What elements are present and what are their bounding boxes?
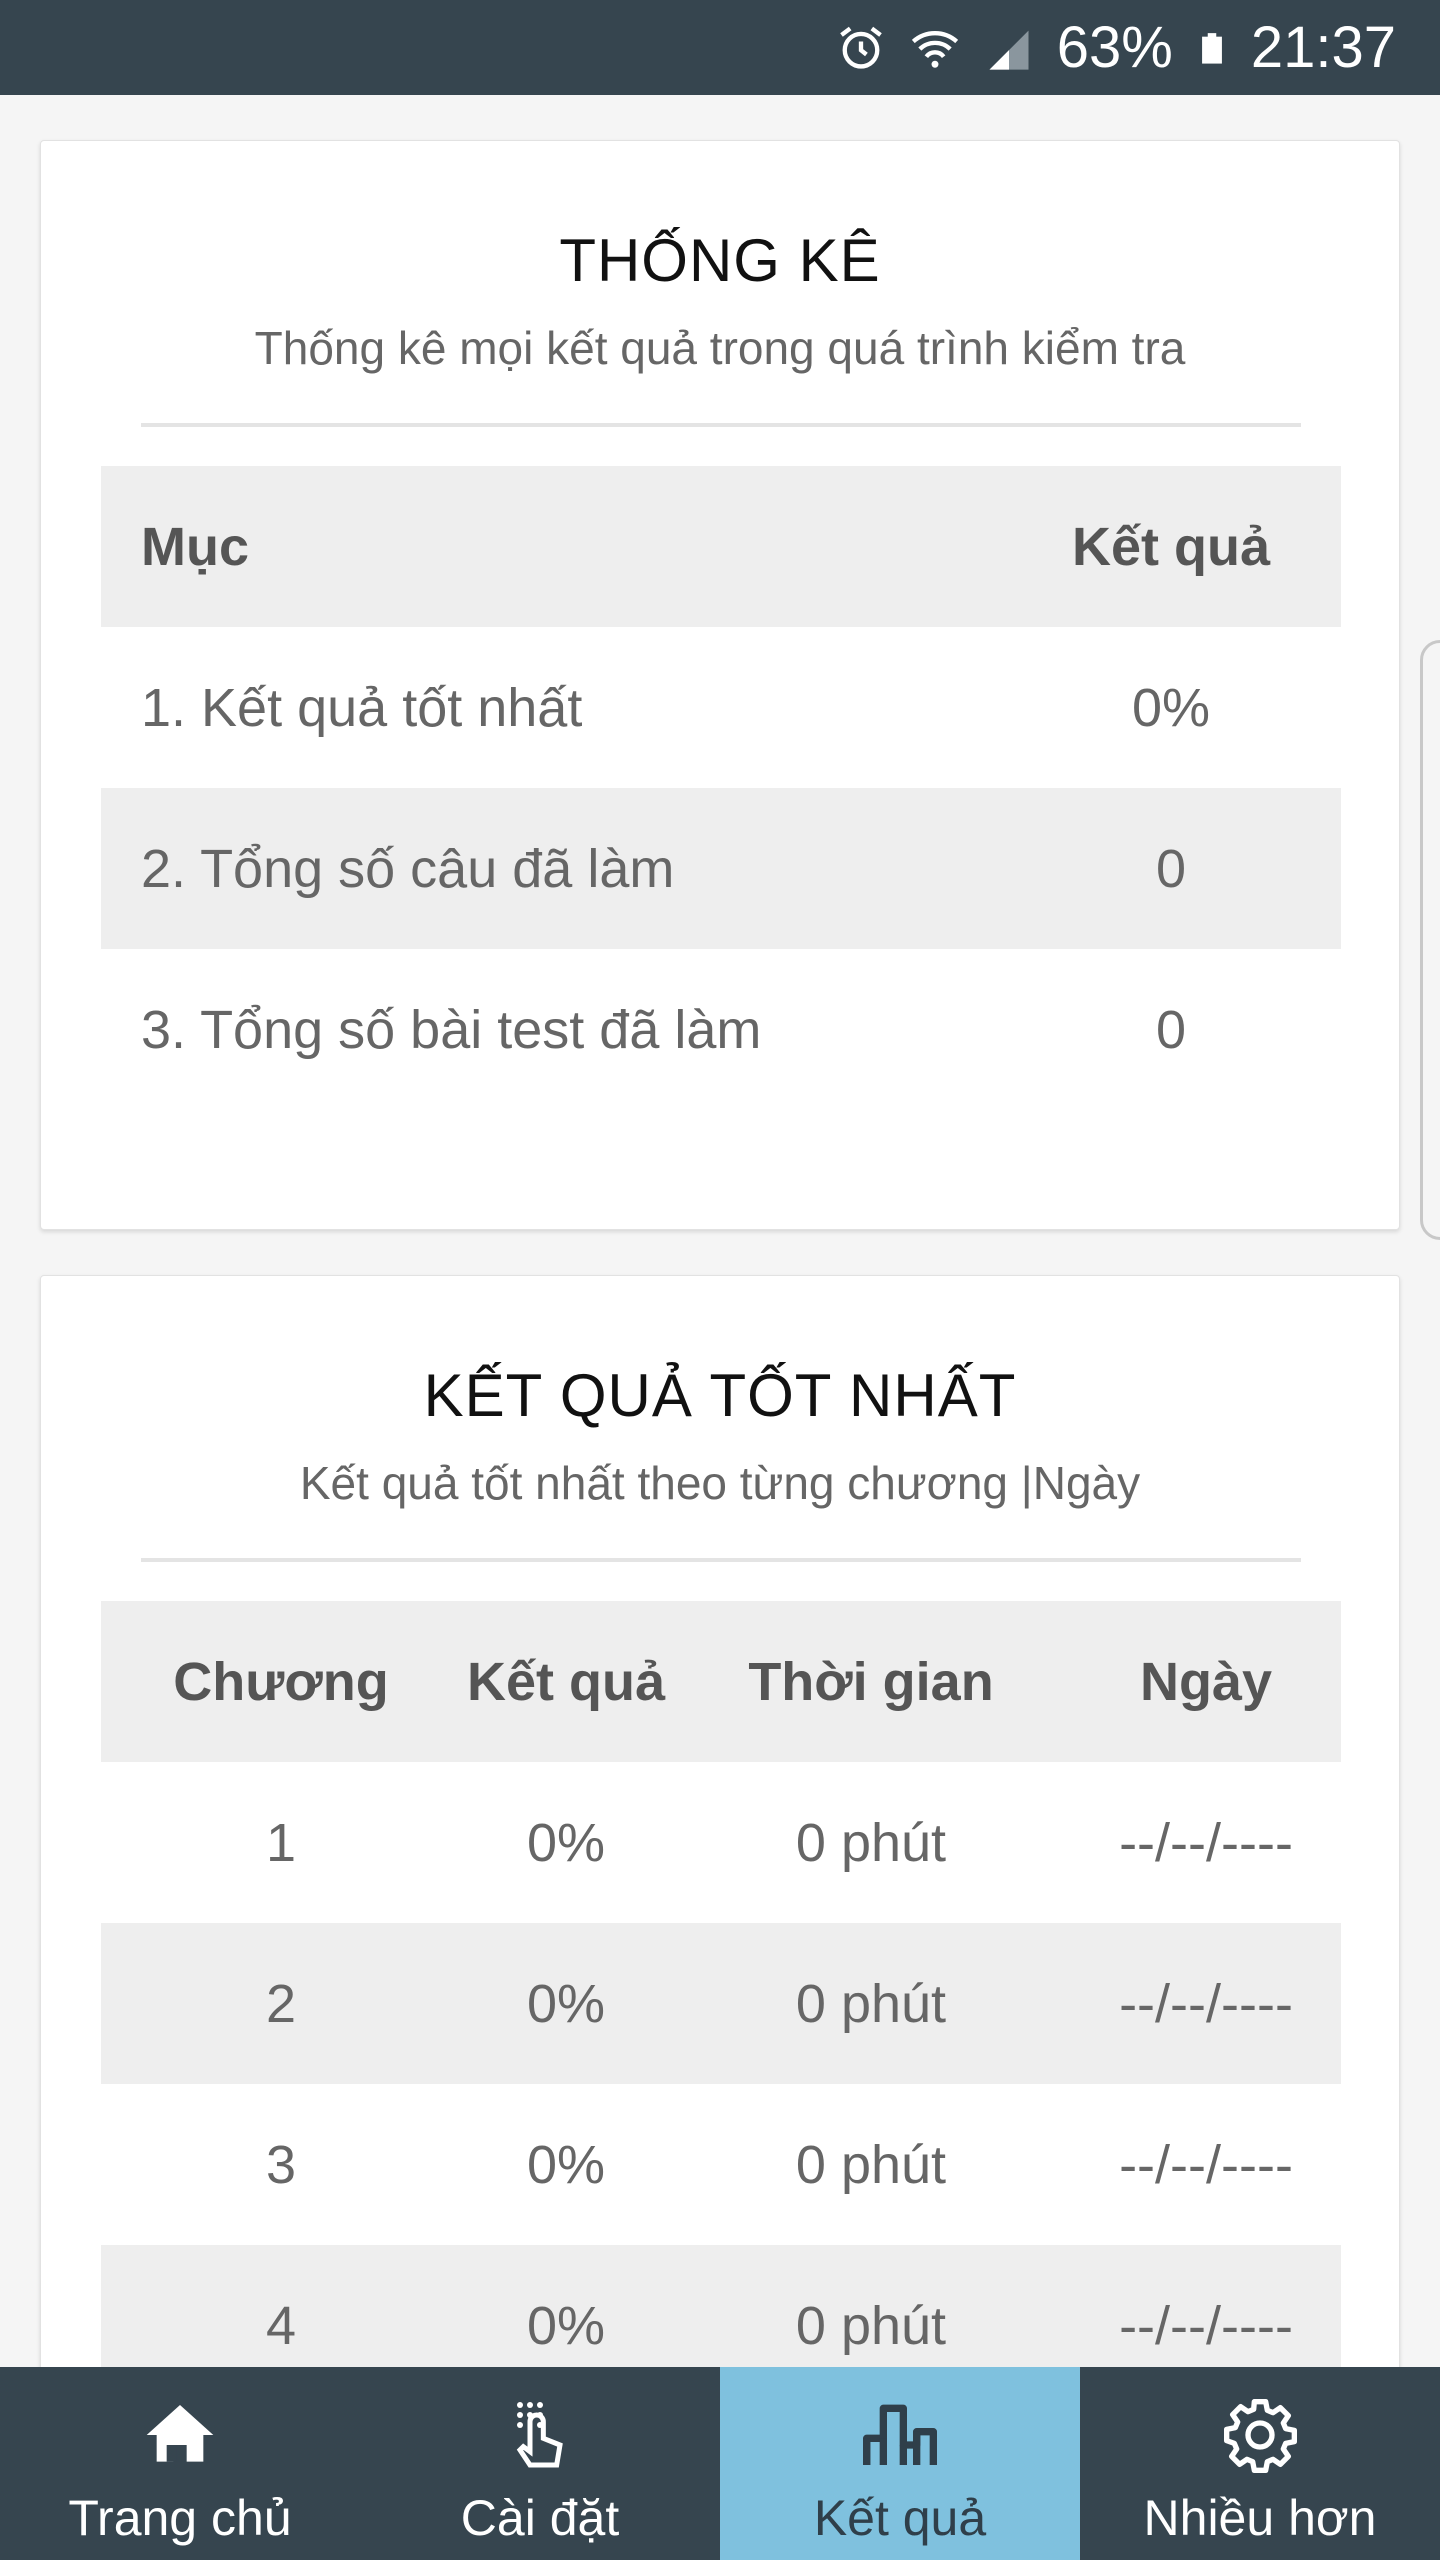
cell-result: 0%: [526, 2295, 606, 2356]
cell-result: 0%: [526, 2134, 606, 2195]
best-results-title: KẾT QUẢ TỐT NHẤT: [423, 1362, 1017, 1429]
header-time: Thời gian: [748, 1651, 994, 1712]
stats-subtitle: Thống kê mọi kết quả trong quá trình kiểm tra: [254, 322, 1186, 374]
alarm-icon: [835, 22, 887, 74]
cell-time: 0 phút: [795, 2295, 947, 2356]
stats-table: [101, 466, 1341, 1110]
header-result: Kết quả: [1071, 516, 1271, 577]
nav-more[interactable]: [1080, 2367, 1440, 2560]
cell-chapter: 3: [265, 2134, 297, 2195]
row-item: 1. Kết quả tốt nhất: [141, 677, 583, 738]
header-date: Ngày: [1139, 1651, 1273, 1712]
edge-panel-handle[interactable]: [1420, 640, 1440, 1240]
nav-home[interactable]: [0, 2367, 360, 2560]
home-icon: [140, 2395, 220, 2475]
table-row: [101, 949, 1341, 1110]
nav-settings-label: Cài đặt: [460, 2490, 620, 2546]
cell-chapter: 1: [265, 1812, 297, 1873]
bottom-nav: [0, 2367, 1440, 2560]
clock: 21:37: [1250, 15, 1396, 80]
cell-time: 0 phút: [795, 1812, 947, 1873]
cell-result: 0%: [526, 1812, 606, 1873]
nav-results-label: Kết quả: [813, 2490, 987, 2546]
row-item: 3. Tổng số bài test đã làm: [141, 999, 762, 1060]
touch-icon: [500, 2395, 580, 2475]
battery-icon: [1195, 22, 1229, 74]
best-results-table: [101, 1601, 1341, 2367]
best-results-card: [40, 1275, 1400, 2367]
main-content[interactable]: [0, 95, 1440, 2367]
table-row: [101, 2245, 1341, 2367]
divider: [141, 1558, 1301, 1562]
table-row: [101, 788, 1341, 949]
row-item: 2. Tổng số câu đã làm: [141, 838, 675, 899]
header-chapter: Chương: [173, 1651, 389, 1712]
table-row: [101, 627, 1341, 788]
cell-chapter: 4: [265, 2295, 297, 2356]
row-result: 0: [1155, 838, 1187, 899]
cell-result: 0%: [526, 1973, 606, 2034]
divider: [141, 423, 1301, 427]
wifi-icon: [909, 22, 961, 74]
table-header: [101, 1601, 1341, 1762]
cell-date: --/--/----: [1119, 2295, 1293, 2356]
cell-chapter: 2: [265, 1973, 297, 2034]
cell-date: --/--/----: [1119, 1812, 1293, 1873]
cell-date: --/--/----: [1119, 2134, 1293, 2195]
table-row: [101, 1762, 1341, 1923]
table-row: [101, 1923, 1341, 2084]
gear-icon: [1220, 2395, 1300, 2475]
header-item: Mục: [141, 516, 249, 577]
nav-settings[interactable]: [360, 2367, 720, 2560]
nav-home-label: Trang chủ: [68, 2490, 292, 2546]
table-row: [101, 2084, 1341, 2245]
row-result: 0: [1155, 999, 1187, 1060]
nav-more-label: Nhiều hơn: [1143, 2490, 1377, 2546]
stats-title: THỐNG KÊ: [559, 227, 881, 294]
table-header: [101, 466, 1341, 627]
bar-chart-icon: [860, 2395, 940, 2475]
signal-icon: [983, 22, 1035, 74]
status-bar: [0, 0, 1440, 95]
header-result: Kết quả: [466, 1651, 666, 1712]
cell-date: --/--/----: [1119, 1973, 1293, 2034]
cell-time: 0 phút: [795, 1973, 947, 2034]
battery-percent: 63%: [1056, 15, 1173, 80]
nav-results[interactable]: [720, 2367, 1080, 2560]
best-results-subtitle: Kết quả tốt nhất theo từng chương |Ngày: [299, 1457, 1141, 1509]
row-result: 0%: [1131, 677, 1211, 738]
stats-card: [40, 140, 1400, 1230]
cell-time: 0 phút: [795, 2134, 947, 2195]
